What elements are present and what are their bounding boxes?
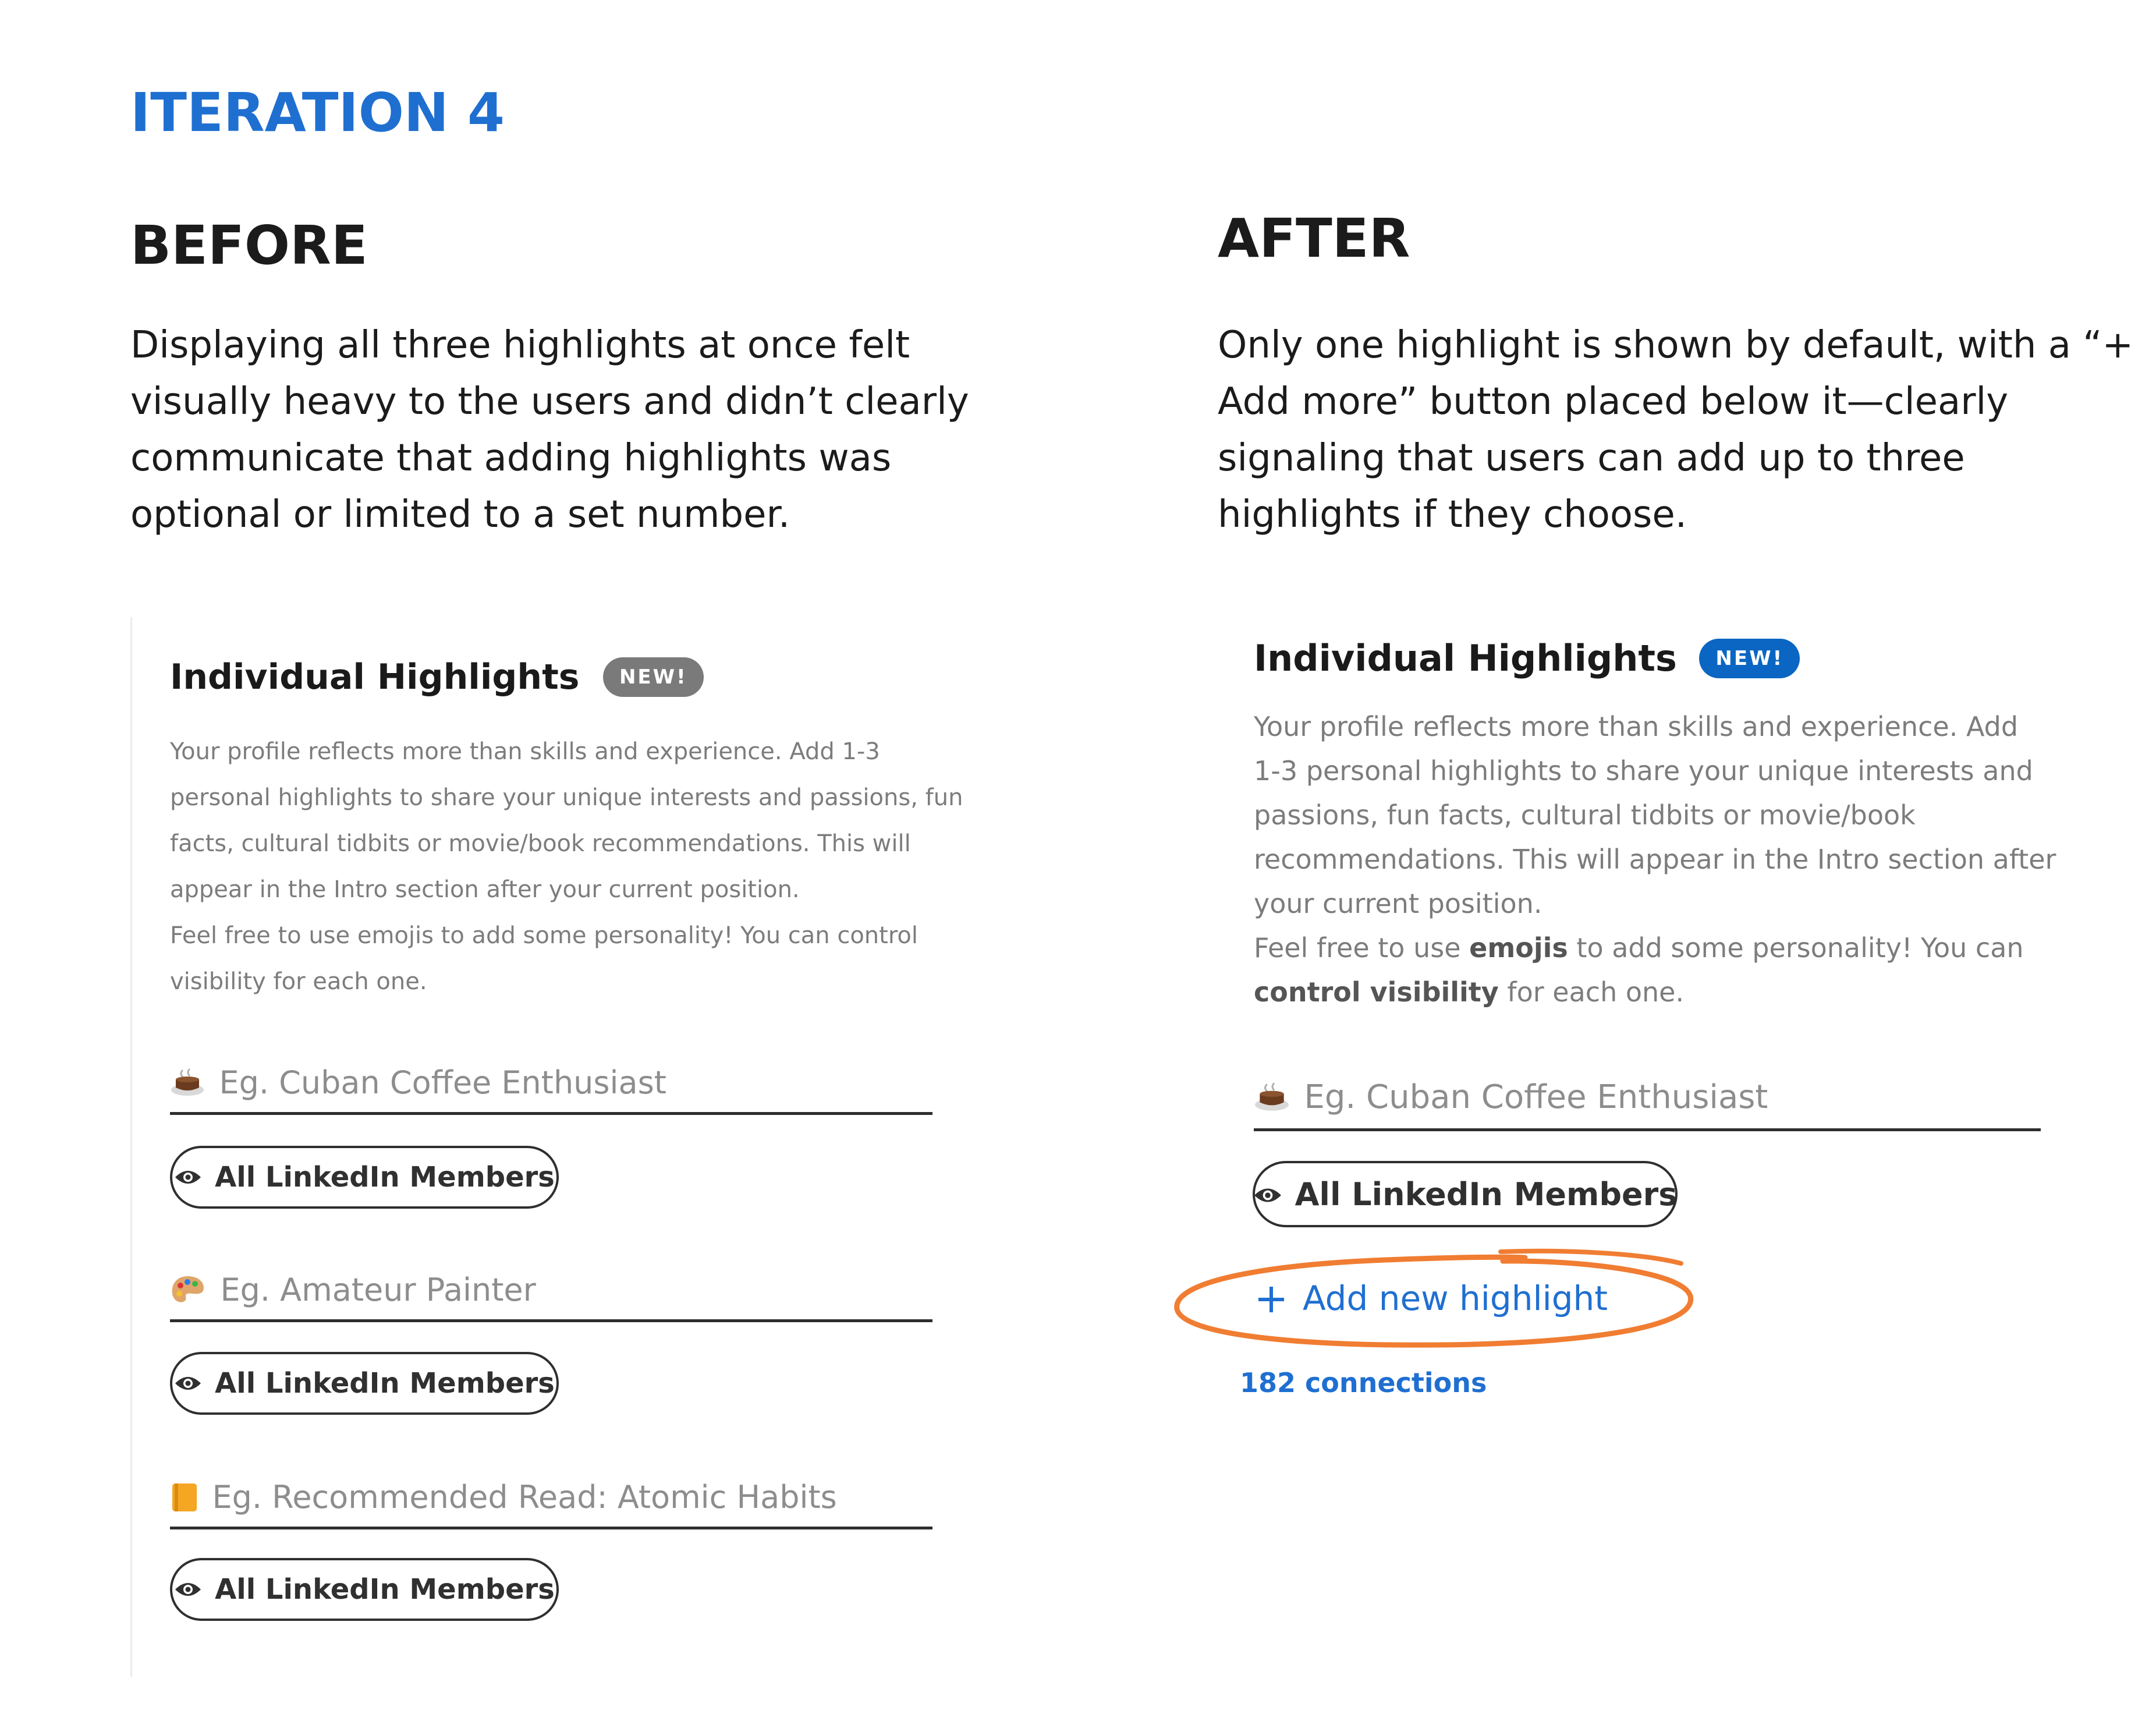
coffee-emoji-icon [170,1067,205,1099]
book-emoji-icon [170,1481,199,1514]
after-new-badge: NEW! [1699,639,1800,678]
iteration-title: ITERATION 4 [130,82,505,144]
help-line [1254,926,2056,970]
before-description-line: visually heavy to the users and didn’t clearly [130,380,969,423]
help-line: your current position. [1254,888,1542,919]
help-bold-text: emojis [1469,932,1568,964]
help-line: Feel free to use emojis to add some personality! You can control [170,922,918,949]
before-help-text [170,729,963,1005]
before-description-line: optional or limited to a set number. [130,493,790,536]
before-description-line: communicate that adding highlights was [130,437,892,480]
after-description-line: Add more” button placed below it—clearly [1218,380,2009,423]
before-card-divider [130,617,132,1677]
visibility-label: All LinkedIn Members [215,1367,555,1400]
help-text: to add some personality! You can [1568,932,2024,964]
after-card-title: Individual Highlights [1254,637,1677,679]
after-heading: AFTER [1218,207,1410,270]
visibility-button[interactable] [1253,1161,1678,1227]
after-description-line: Only one highlight is shown by default, with a “+ [1218,324,2134,367]
help-line: Your profile reflects more than skills and experience. Add 1-3 [170,738,880,765]
before-description-line: Displaying all three highlights at once felt [130,324,910,367]
visibility-label: All LinkedIn Members [1295,1175,1678,1213]
after-description [1218,317,2133,543]
help-line: recommendations. This will appear in the Intro section after [1254,844,2056,875]
after-help-text [1254,704,2056,1014]
help-line: Your profile reflects more than skills and experience. Add [1254,711,2019,742]
help-line: passions, fun facts, cultural tidbits or movie/book [1254,799,1916,831]
help-line: personal highlights to share your unique interests and passions, fun [170,784,963,811]
help-bold-text: control visibility [1254,976,1499,1008]
highlight-placeholder: Eg. Cuban Coffee Enthusiast [219,1064,666,1101]
before-card-title: Individual Highlights [170,657,580,697]
highlight-input-2[interactable] [170,1272,932,1322]
visibility-button-3[interactable] [170,1558,559,1621]
highlight-input-3[interactable] [170,1479,932,1529]
visibility-label: All LinkedIn Members [215,1573,555,1606]
visibility-button-2[interactable] [170,1352,559,1415]
after-card-header [1254,637,1800,679]
before-new-badge: NEW! [603,657,704,697]
after-description-line: highlights if they choose. [1218,493,1687,536]
help-line: visibility for each one. [170,968,427,995]
connections-link[interactable]: 182 connections [1240,1367,1487,1398]
help-line [1254,970,2056,1014]
eye-icon [1253,1176,1282,1213]
plus-icon [1256,1283,1286,1313]
visibility-label: All LinkedIn Members [215,1161,555,1194]
add-new-highlight-label: Add new highlight [1303,1279,1608,1318]
eye-icon [174,1161,202,1194]
highlight-placeholder: Eg. Amateur Painter [220,1272,536,1308]
coffee-emoji-icon [1254,1081,1290,1114]
help-line: appear in the Intro section after your current position. [170,876,800,903]
help-line: 1-3 personal highlights to share your unique interests and [1254,755,2033,787]
before-description [130,317,969,543]
eye-icon [174,1573,202,1606]
visibility-button-1[interactable] [170,1146,559,1209]
add-new-highlight-button[interactable] [1256,1279,1608,1318]
after-description-line: signaling that users can add up to three [1218,437,1965,480]
help-line: facts, cultural tidbits or movie/book recommendations. This will [170,830,911,857]
palette-emoji-icon [170,1274,206,1306]
help-text: Feel free to use [1254,932,1470,964]
before-card-header [170,657,704,697]
before-heading: BEFORE [130,214,368,277]
highlight-input-1[interactable] [1254,1078,2041,1131]
highlight-input-1[interactable] [170,1064,932,1115]
eye-icon [174,1367,202,1400]
help-text: for each one. [1498,976,1685,1008]
highlight-placeholder: Eg. Cuban Coffee Enthusiast [1304,1078,1768,1116]
highlight-placeholder: Eg. Recommended Read: Atomic Habits [212,1479,837,1515]
